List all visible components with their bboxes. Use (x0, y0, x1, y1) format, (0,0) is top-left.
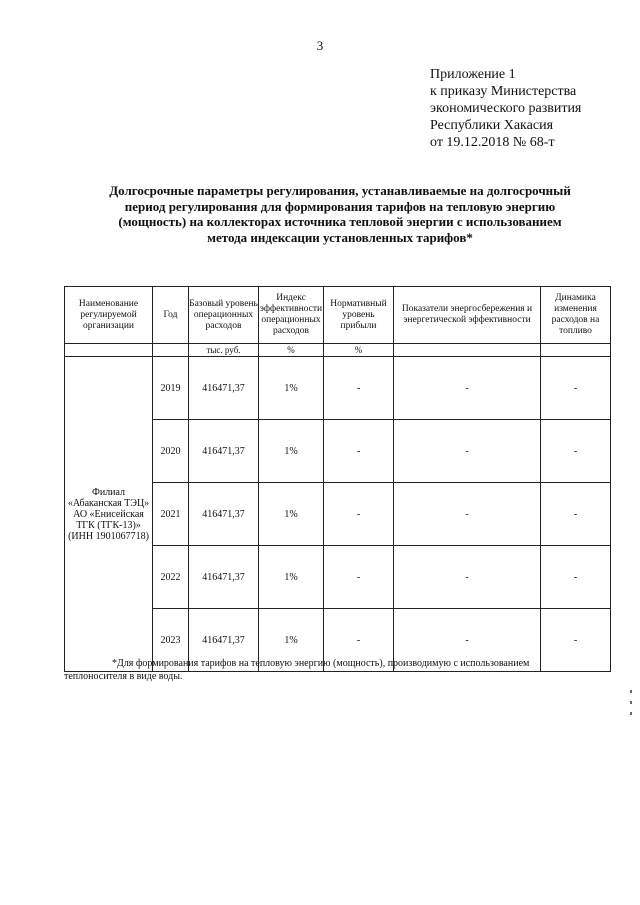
header-profit-level: Нормативный уровень прибыли (324, 287, 394, 344)
cell-base: 416471,37 (189, 357, 259, 420)
appendix-line: Приложение 1 (430, 67, 516, 82)
parameters-table (64, 286, 611, 672)
cell-energy: - (394, 420, 541, 483)
cell-base: 416471,37 (189, 420, 259, 483)
title-line: метода индексации установленных тарифов* (207, 229, 473, 245)
cell-index: 1% (259, 546, 324, 609)
appendix-line: экономического развития (430, 101, 582, 116)
header-base-expenses: Базовый уровень операционных расходов (189, 287, 259, 344)
cell-year: 2021 (153, 483, 189, 546)
cell-index: 1% (259, 609, 324, 672)
header-fuel-dynamics: Динамика изменения расходов на топливо (541, 287, 611, 344)
table-header-row (65, 287, 611, 344)
units-index: % (259, 344, 324, 357)
table-units-row (65, 344, 611, 357)
scan-edge-marks (630, 690, 633, 730)
cell-index: 1% (259, 420, 324, 483)
page-number: 3 (316, 38, 324, 53)
organization-cell: Филиал «Абаканская ТЭЦ» АО «Енисейская ТГК (ТГК-13)» (ИНН 1901067718) (65, 357, 153, 672)
appendix-line: к приказу Министерства (430, 84, 577, 99)
cell-base: 416471,37 (189, 546, 259, 609)
title-line: (мощность) на коллекторах источника тепловой энергии с использованием (118, 214, 562, 229)
cell-profit: - (324, 357, 394, 420)
appendix-line: Республики Хакасия (430, 118, 554, 133)
cell-fuel: - (541, 357, 611, 420)
title-line: период регулирования для формирования тарифов на тепловую энергию (124, 198, 556, 214)
cell-base: 416471,37 (189, 609, 259, 672)
cell-index: 1% (259, 483, 324, 546)
header-org: Наименование регулируемой организации (65, 287, 153, 344)
cell-profit: - (324, 483, 394, 546)
header-energy-saving: Показатели энергосбережения и энергетической эффективности (394, 287, 541, 344)
title-line: Долгосрочные параметры регулирования, устанавливаемые на долгосрочный (109, 183, 571, 198)
units-cell (394, 344, 541, 357)
cell-year: 2023 (153, 609, 189, 672)
cell-profit: - (324, 609, 394, 672)
cell-fuel: - (541, 609, 611, 672)
cell-profit: - (324, 546, 394, 609)
cell-energy: - (394, 357, 541, 420)
cell-year: 2019 (153, 357, 189, 420)
units-cell (153, 344, 189, 357)
units-cell (541, 344, 611, 357)
cell-energy: - (394, 483, 541, 546)
cell-fuel: - (541, 420, 611, 483)
appendix-line: от 19.12.2018 № 68-т (430, 135, 555, 150)
footnote-line: теплоносителя в виде воды. (64, 671, 183, 682)
cell-profit: - (324, 420, 394, 483)
units-base: тыс. руб. (189, 344, 259, 357)
scan-mark (630, 701, 632, 704)
units-cell (65, 344, 153, 357)
units-profit: % (324, 344, 394, 357)
table-row (65, 357, 611, 420)
cell-base: 416471,37 (189, 483, 259, 546)
footnote-line: *Для формирования тарифов на тепловую энергию (мощность), производимую с использованием (112, 658, 530, 669)
appendix-block (430, 66, 581, 151)
header-year: Год (153, 287, 189, 344)
footnote (64, 657, 610, 683)
cell-fuel: - (541, 483, 611, 546)
scan-mark (630, 712, 632, 715)
cell-year: 2020 (153, 420, 189, 483)
cell-index: 1% (259, 357, 324, 420)
cell-energy: - (394, 546, 541, 609)
cell-energy: - (394, 609, 541, 672)
header-efficiency-index: Индекс эффективности операционных расходов (259, 287, 324, 344)
scan-mark (630, 690, 632, 693)
cell-year: 2022 (153, 546, 189, 609)
cell-fuel: - (541, 546, 611, 609)
document-title (70, 183, 610, 245)
